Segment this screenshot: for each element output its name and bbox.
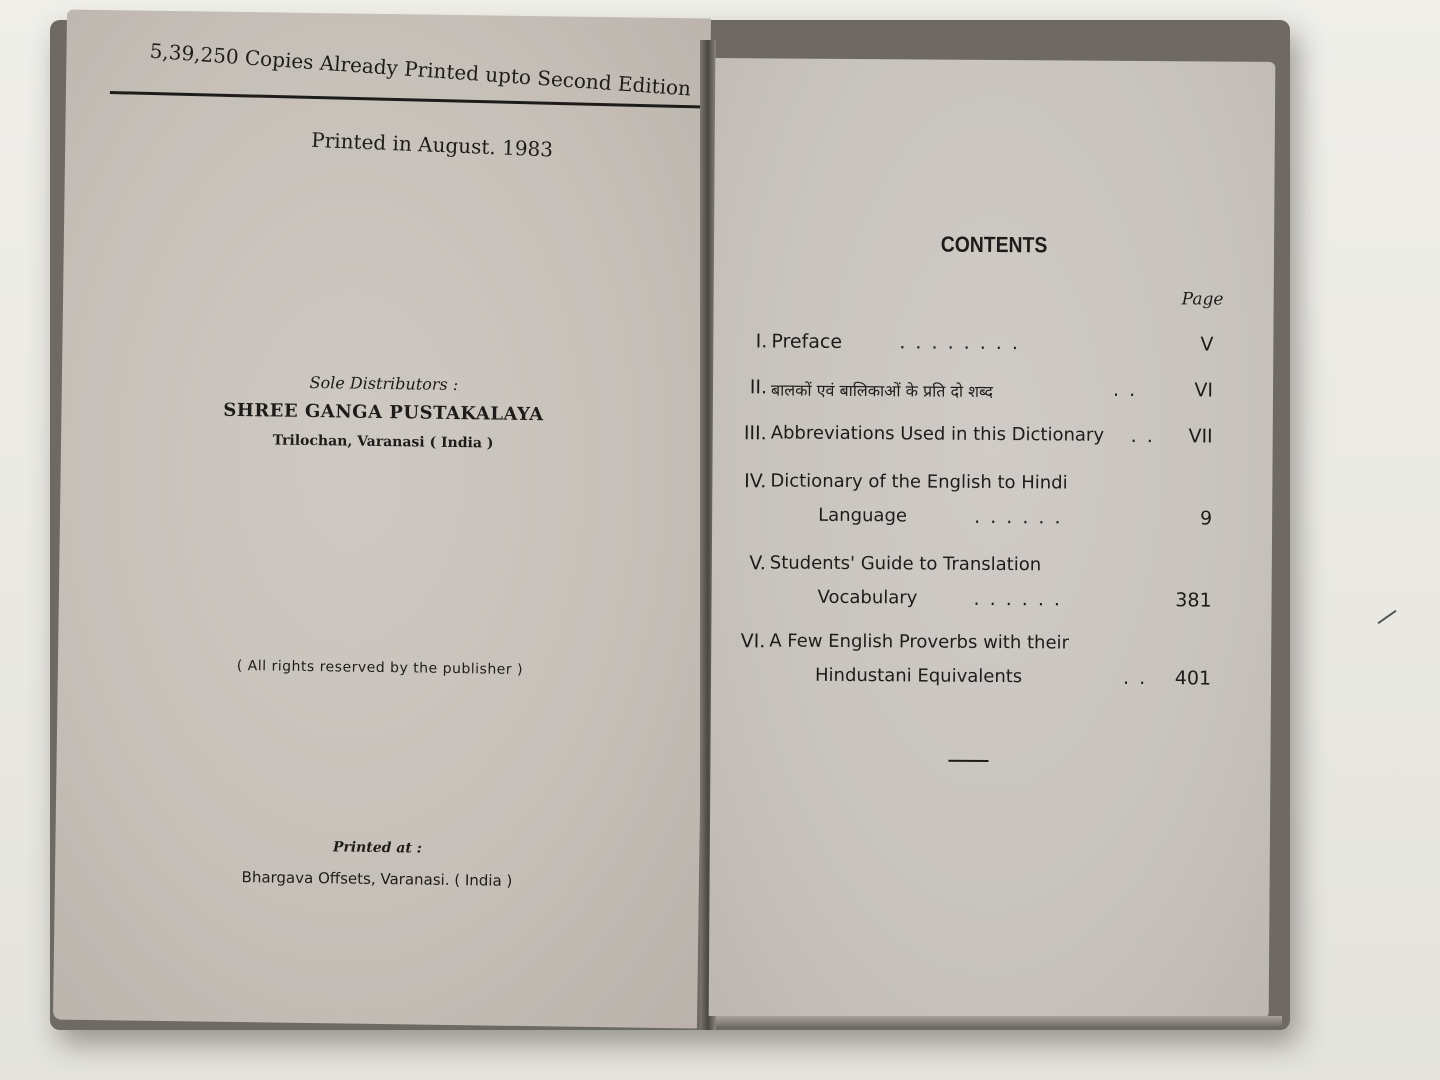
toc-title-continued: Language — [818, 504, 908, 527]
sole-distributors-label: Sole Distributors : — [309, 372, 459, 395]
rights-notice: ( All rights reserved by the publisher ) — [236, 657, 524, 678]
toc-entry — [711, 630, 1231, 690]
toc-number: II. — [749, 376, 768, 399]
toc-entry — [712, 552, 1232, 612]
toc-leader-dots: . . . . . . — [974, 505, 1063, 529]
printer-name: Bhargava Offsets, Varanasi. ( India ) — [241, 868, 513, 890]
toc-number: III. — [743, 422, 767, 445]
page-block-edge — [716, 1016, 1282, 1026]
toc-page-number: VI — [1194, 379, 1214, 402]
toc-title: Dictionary of the English to Hindi — [770, 470, 1068, 494]
toc-number: I. — [755, 330, 768, 353]
toc-title: Students' Guide to Translation — [769, 552, 1042, 576]
toc-entry — [713, 330, 1233, 356]
left-page — [53, 10, 711, 1029]
toc-number: VI. — [740, 630, 766, 653]
toc-title-continued: Hindustani Equivalents — [814, 664, 1023, 688]
toc-page-number: 381 — [1175, 589, 1212, 612]
toc-title-continued: Vocabulary — [817, 586, 918, 609]
distributor-address: Trilochan, Varanasi ( India ) — [272, 432, 494, 452]
contents-end-rule — [948, 760, 988, 762]
toc-leader-dots: . . — [1130, 424, 1155, 448]
toc-entry — [713, 422, 1233, 448]
toc-leader-dots: . . — [1112, 378, 1138, 402]
toc-page-number: VII — [1188, 425, 1213, 448]
toc-page-number: V — [1200, 333, 1214, 356]
printed-at-label: Printed at : — [332, 839, 423, 857]
toc-entry — [713, 376, 1233, 402]
toc-page-number: 401 — [1174, 667, 1212, 690]
pen-mark — [1377, 610, 1396, 624]
toc-number: V. — [749, 552, 766, 575]
toc-leader-dots: . . — [1122, 666, 1148, 690]
toc-title: Abbreviations Used in this Dictionary — [770, 422, 1105, 446]
page-column-header: Page — [1181, 289, 1224, 310]
toc-number: IV. — [744, 470, 767, 493]
distributor-name: SHREE GANGA PUSTAKALAYA — [223, 399, 544, 426]
toc-title: Preface — [771, 330, 843, 353]
toc-leader-dots: . . . . . . . . — [899, 331, 1021, 355]
copies-printed-line: 5,39,250 Copies Already Printed upto Second Edition — [149, 38, 692, 101]
contents-title: CONTENTS — [940, 231, 1048, 258]
toc-title: A Few English Proverbs with their — [769, 630, 1070, 654]
toc-title: बालकों एवं बालिकाओं के प्रति दो शब्द — [770, 380, 993, 402]
right-page — [709, 58, 1276, 1020]
toc-entry — [712, 470, 1232, 530]
toc-leader-dots: . . . . . . — [973, 587, 1063, 611]
printed-in-date: Printed in August. 1983 — [310, 127, 554, 162]
toc-page-number: 9 — [1199, 507, 1213, 530]
